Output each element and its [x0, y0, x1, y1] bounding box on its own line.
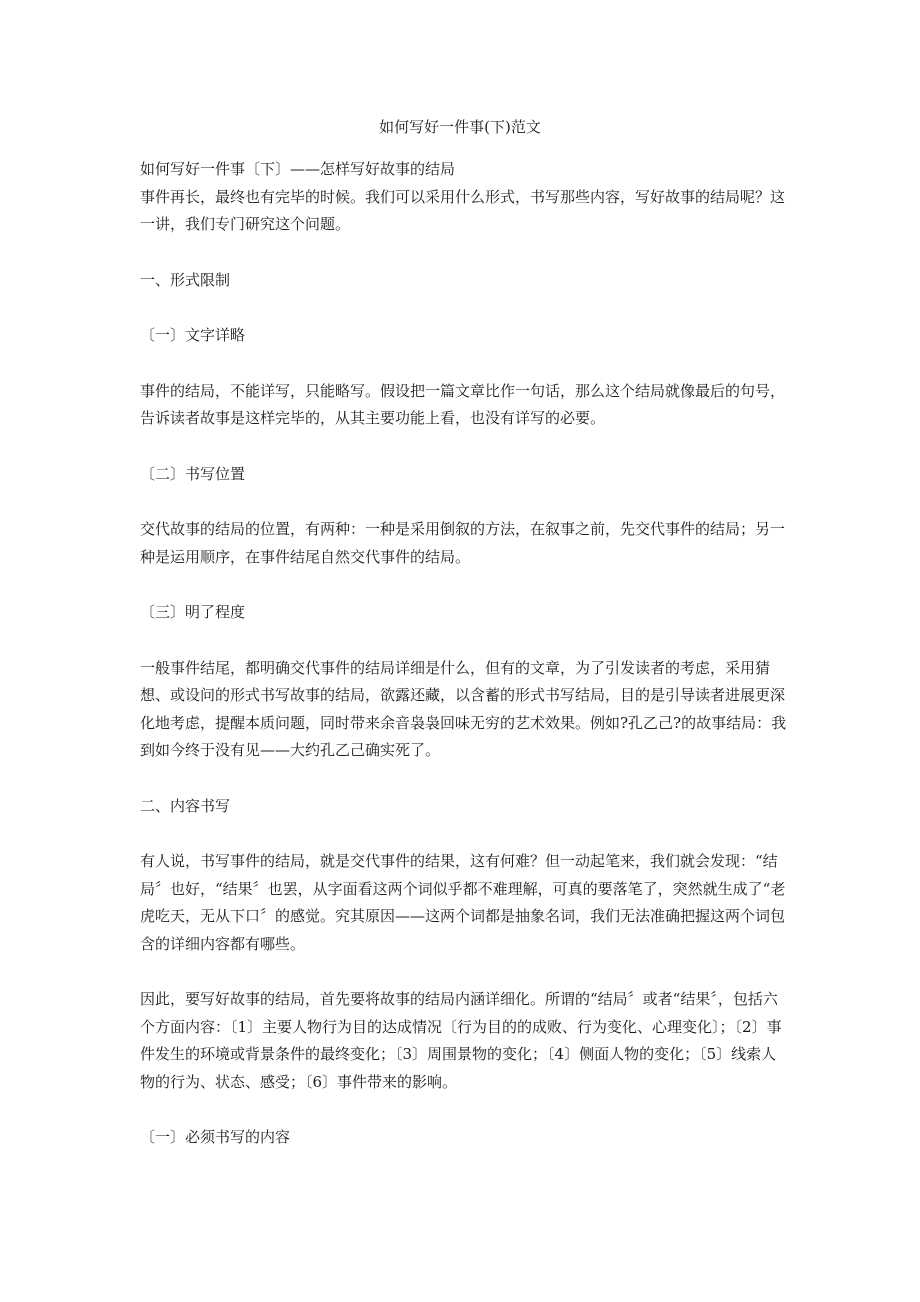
document-body [140, 156, 790, 1152]
paragraph-clarity: 一般事件结尾，都明确交代事件的结局详细是什么，但有的文章，为了引发读者的考虑，采用猜想、或设问的形式书写故事的结局，欲露还藏，以含蓄的形式书写结局，目的是引导读者进展更深化地考虑，提醒本质问题，同时带来余音袅袅回味无穷的艺术效果。例如?孔乙己?的故事结局：我到如今终于没有见——大约孔乙己确实死了。 [140, 658, 787, 759]
paragraph-detail: 事件的结局，不能详写，只能略写。假设把一篇文章比作一句话，那么这个结局就像最后的句号，告诉读者故事是这样完毕的，从其主要功能上看，也没有详写的必要。 [140, 381, 786, 427]
section-heading-form: 一、形式限制 [140, 270, 231, 289]
subsection-heading-clarity: 〔三〕明了程度 [140, 603, 246, 621]
spacer [140, 627, 790, 655]
spacer [140, 820, 790, 848]
subtitle: 如何写好一件事〔下〕——怎样写好故事的结局 [140, 160, 456, 178]
spacer [140, 350, 790, 378]
spacer [140, 765, 790, 793]
document-title: 如何写好一件事(下)范文 [379, 118, 541, 136]
spacer [140, 239, 790, 267]
subsection-heading-required: 〔一〕必须书写的内容 [140, 1128, 291, 1146]
section-heading-content: 二、内容书写 [140, 796, 231, 815]
spacer [140, 433, 790, 461]
subsection-heading-position: 〔二〕书写位置 [140, 464, 246, 483]
paragraph-position: 交代故事的结局的位置，有两种：一种是采用倒叙的方法，在叙事之前，先交代事件的结局；另一种是运用顺序，在事件结尾自然交代事件的结局。 [140, 520, 786, 566]
spacer [140, 571, 790, 599]
spacer [140, 488, 790, 516]
paragraph-six-aspects: 因此，要写好故事的结局，首先要将故事的结局内涵详细化。所谓的“结局〞或者“结果〞，包括六个方面内容：〔1〕主要人物行为目的达成情况〔行为目的的成败、行为变化、心理变化〕；〔2〕事件发生的环境或背景条件的最终变化；〔3〕周围景物的变化；〔4〕侧面人物的变化；〔5〕线索人物的行为、状态、感受；〔6〕事件带来的影响。 [140, 990, 782, 1091]
subsection-heading-detail: 〔一〕文字详略 [140, 326, 246, 344]
paragraph-result-abstract: 有人说，书写事件的结局，就是交代事件的结果，这有何难？但一动起笔来，我们就会发现：“结局〞也好，“结果〞也罢，从字面看这两个词似乎都不难理解，可真的要落笔了，突然就生成了“老虎吃天，无从下口〞的感觉。究其原因——这两个词都是抽象名词，我们无法准确把握这两个词包含的详细内容都有哪些。 [140, 852, 786, 953]
spacer [140, 1096, 790, 1124]
intro-paragraph: 事件再长，最终也有完毕的时候。我们可以采用什么形式，书写那些内容，写好故事的结局呢？这一讲，我们专门研究这个问题。 [140, 187, 786, 233]
spacer [140, 958, 790, 986]
spacer [140, 294, 790, 322]
